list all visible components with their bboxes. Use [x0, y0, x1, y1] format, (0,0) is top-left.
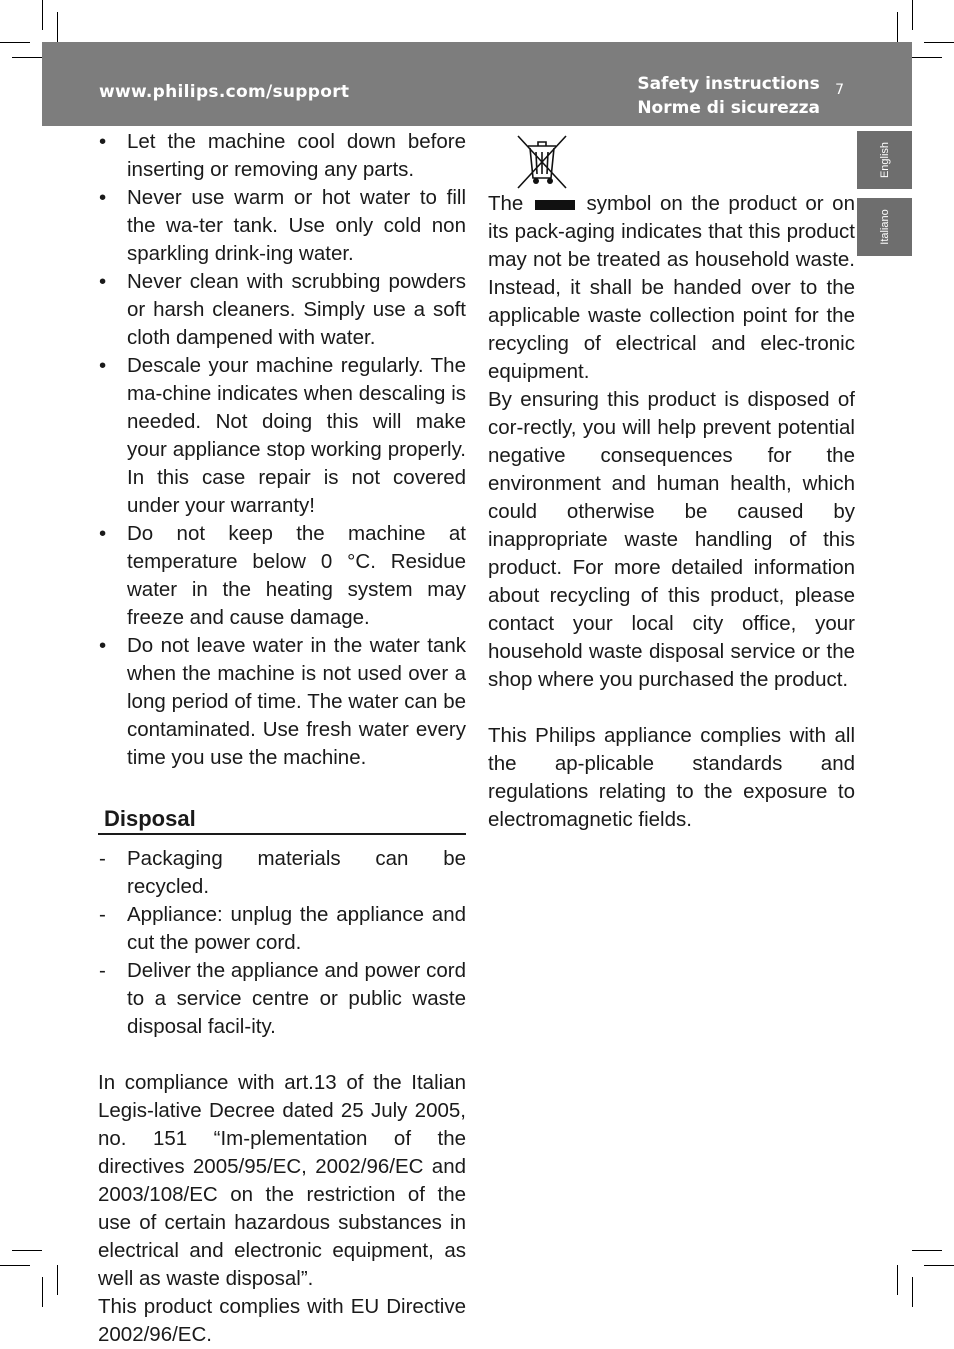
list-item: - Deliver the appliance and power cord to a service centre or public waste disposal facil-ity.	[99, 959, 466, 1038]
title-italian: Norme di sicurezza	[637, 98, 820, 118]
directive-paragraph: This product complies with EU Directive 2002/96/EC.	[98, 1295, 466, 1346]
tab-english-label: English	[878, 141, 891, 179]
disposal-list	[98, 845, 466, 1041]
crop-mark	[924, 42, 954, 43]
crop-mark	[897, 1265, 898, 1295]
crop-mark	[924, 1265, 954, 1266]
safety-list	[98, 128, 466, 772]
crop-mark	[42, 0, 43, 30]
crop-mark	[12, 1250, 42, 1251]
bullet-icon: •	[99, 130, 107, 153]
crop-mark	[0, 1265, 30, 1266]
section-titles	[637, 72, 820, 120]
crop-mark	[57, 1265, 58, 1295]
list-item: • Descale your machine regularly. The ma-chine indicates when descaling is needed. Not doing this will make your appliance stop working properly. In this case repair is not covered under your warranty!	[99, 354, 466, 517]
disposal-heading: Disposal	[98, 805, 466, 835]
dash-icon: -	[99, 903, 106, 926]
page-number: 7	[835, 82, 844, 98]
list-item: - Appliance: unplug the appliance and cut the power cord.	[99, 903, 466, 954]
list-item: • Do not keep the machine at temperature below 0 °C. Residue water in the heating system may freeze and cause damage.	[99, 522, 466, 629]
emf-paragraph: This Philips appliance complies with all the ap-plicable standards and regulations relating to the exposure to electromagnetic fields.	[488, 724, 855, 831]
compliance-paragraph: In compliance with art.13 of the Italian Legis-lative Decree dated 25 July 2005, no. 151 “Im-plementation of the directives 2005/95/EC, 2002/96/EC and 2003/108/EC on the restriction of the use of certain hazardous substances in electrical and electronic equipment, as well as waste disposal”.	[98, 1071, 466, 1290]
bar-symbol-icon	[535, 200, 575, 210]
bullet-icon: •	[99, 634, 107, 657]
list-item: • Let the machine cool down before inserting or removing any parts.	[99, 130, 466, 181]
crop-mark	[12, 57, 42, 58]
crossed-bin-icon	[516, 134, 568, 190]
right-column	[488, 128, 855, 834]
crop-mark	[57, 12, 58, 42]
tab-italiano-label: Italiano	[878, 209, 891, 245]
tab-italiano[interactable]	[857, 198, 912, 256]
dash-icon: -	[99, 959, 106, 982]
dash-icon: -	[99, 847, 106, 870]
crop-mark	[897, 12, 898, 42]
crop-mark	[42, 1277, 43, 1307]
crop-mark	[912, 57, 942, 58]
crop-mark	[912, 1250, 942, 1251]
crop-mark	[912, 0, 913, 30]
left-column	[98, 128, 466, 1349]
list-item: • Never clean with scrubbing powders or harsh cleaners. Simply use a soft cloth dampened with water.	[99, 270, 466, 349]
crop-mark	[0, 42, 30, 43]
bullet-icon: •	[99, 270, 107, 293]
support-url: www.philips.com/support	[99, 82, 350, 102]
bullet-icon: •	[99, 522, 107, 545]
list-item: • Do not leave water in the water tank when the machine is not used over a long period of time. The water can be contaminated. Use fresh water every time you use the machine.	[99, 634, 466, 769]
list-item: • Never use warm or hot water to fill the wa-ter tank. Use only cold non sparkling drink-ing water.	[99, 186, 466, 265]
bullet-icon: •	[99, 186, 107, 209]
page-header	[42, 42, 912, 126]
title-english: Safety instructions	[637, 74, 820, 94]
crop-mark	[912, 1277, 913, 1307]
bullet-icon: •	[99, 354, 107, 377]
disposal-info-paragraph: By ensuring this product is disposed of cor-rectly, you will help prevent potential negative consequences for the environment and human health, which could otherwise be caused by inappropriate waste handling of this product. For more detailed information about recycling of this product, please contact your local city office, your household waste disposal service or the shop where you purchased the product.	[488, 388, 855, 691]
list-item: - Packaging materials can be recycled.	[99, 847, 466, 898]
tab-english[interactable]	[857, 131, 912, 189]
symbol-paragraph: The symbol on the product or on its pack-aging indicates that this product may not be treated as household waste. Instead, it shall be handed over to the applicable waste collection point for the recycling of electrical and elec-tronic equipment.	[488, 192, 855, 383]
